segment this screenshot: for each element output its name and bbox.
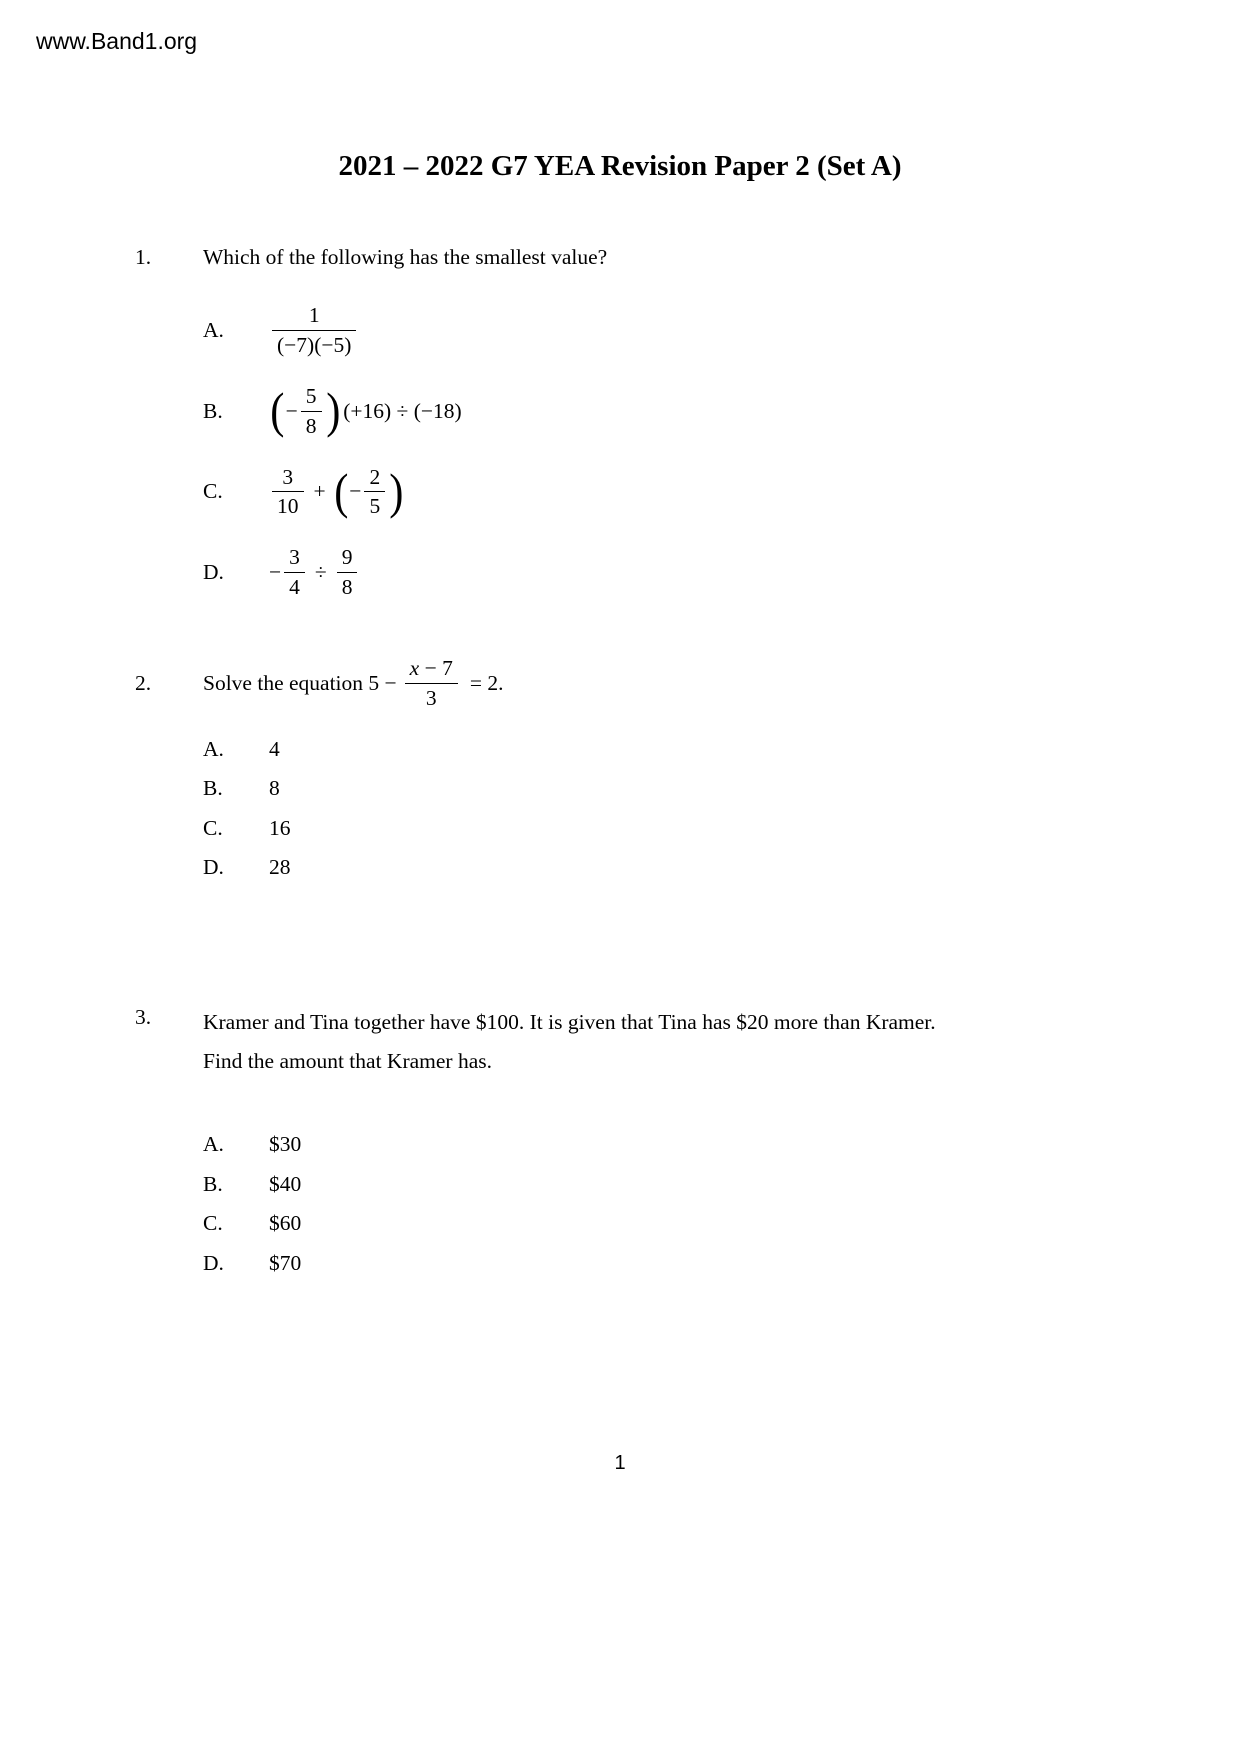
- question-text-line: Find the amount that Kramer has.: [203, 1049, 492, 1074]
- fraction-numerator: 1: [272, 302, 356, 331]
- q1-option-c: [203, 464, 1240, 521]
- fraction: [284, 544, 305, 601]
- option-label: A.: [203, 317, 224, 342]
- equation-tail: = 2.: [469, 670, 504, 695]
- option-label: C.: [203, 815, 223, 840]
- fraction: [337, 544, 358, 601]
- question-2-options: [0, 738, 1240, 879]
- option-label: A.: [203, 1132, 224, 1157]
- question-2: [0, 655, 1240, 896]
- page-title: 2021 – 2022 G7 YEA Revision Paper 2 (Set A): [338, 150, 902, 182]
- question-1-options: [0, 302, 1240, 601]
- option-label: D.: [203, 855, 224, 880]
- q2-option-c: [203, 817, 1240, 840]
- q2-option-d: [203, 856, 1240, 879]
- option-label: C.: [203, 1211, 223, 1236]
- fraction-numerator: [405, 655, 458, 684]
- option-value: $70: [269, 1250, 302, 1275]
- option-label: A.: [203, 736, 224, 761]
- fraction: [272, 302, 356, 359]
- q3-option-b: [203, 1173, 1240, 1196]
- math-expression: [269, 383, 462, 440]
- fraction-numerator: 2: [364, 464, 385, 493]
- option-label: D.: [203, 1250, 224, 1275]
- fraction: [364, 464, 385, 521]
- question-3-options: [0, 1133, 1240, 1274]
- question-3: [0, 1003, 1240, 1292]
- math-expression: [269, 544, 360, 601]
- minus-sign: −: [285, 398, 298, 423]
- fraction-numerator: 5: [301, 383, 322, 412]
- q3-option-d: [203, 1252, 1240, 1275]
- numerator-rest: − 7: [419, 656, 453, 680]
- option-label: B.: [203, 776, 223, 801]
- math-expression: [269, 302, 359, 359]
- fraction: [272, 464, 304, 521]
- question-3-head: [0, 1003, 1240, 1081]
- q2-option-b: [203, 777, 1240, 800]
- open-paren: (: [270, 382, 285, 439]
- plus-sign: +: [313, 479, 326, 504]
- option-value: $30: [269, 1132, 302, 1157]
- q3-option-c: [203, 1212, 1240, 1235]
- question-text: Solve the equation 5 −: [203, 670, 397, 695]
- fraction-denominator: 5: [369, 494, 381, 519]
- question-number: 2.: [135, 670, 152, 695]
- option-label: C.: [203, 479, 223, 504]
- option-value: 28: [269, 855, 291, 880]
- fraction-numerator: 9: [337, 544, 358, 573]
- option-value: 16: [269, 815, 291, 840]
- q1-option-b: [203, 383, 1240, 440]
- question-1-head: [0, 243, 1240, 272]
- question-text-line: Kramer and Tina together have $100. It is given that Tina has $20 more than Kramer.: [203, 1010, 936, 1034]
- fraction-denominator: 10: [277, 494, 299, 519]
- option-value: 4: [269, 736, 280, 761]
- question-text: [203, 1003, 936, 1081]
- open-paren: (: [333, 463, 349, 520]
- expression-tail: (+16) ÷ (−18): [343, 398, 462, 423]
- question-2-head: [0, 655, 1240, 712]
- fraction-denominator: 4: [289, 575, 300, 600]
- fraction-numerator: 3: [272, 464, 304, 493]
- question-1: [0, 243, 1240, 625]
- option-label: B.: [203, 398, 223, 423]
- fraction-numerator: 3: [284, 544, 305, 573]
- q1-option-d: [203, 544, 1240, 601]
- close-paren: ): [325, 382, 340, 439]
- option-value: 8: [269, 776, 280, 801]
- question-text: Which of the following has the smallest value?: [203, 245, 608, 269]
- page-number: 1: [614, 1452, 626, 1474]
- fraction: [301, 383, 322, 440]
- minus-sign: −: [269, 560, 282, 585]
- fraction-denominator: (−7)(−5): [277, 332, 352, 357]
- question-number: 1.: [135, 245, 152, 269]
- question-number: 3.: [135, 1005, 152, 1029]
- site-url: www.Band1.org: [36, 28, 198, 54]
- close-paren: ): [389, 463, 404, 520]
- fraction: [405, 655, 458, 712]
- minus-sign: −: [349, 479, 362, 504]
- math-expression: [269, 464, 405, 521]
- option-value: $60: [269, 1211, 302, 1236]
- option-value: $40: [269, 1171, 302, 1196]
- divide-sign: ÷: [314, 560, 327, 585]
- option-label: D.: [203, 560, 224, 585]
- q3-option-a: [203, 1133, 1240, 1156]
- fraction-denominator: 3: [425, 685, 437, 710]
- q2-option-a: [203, 738, 1240, 761]
- option-label: B.: [203, 1171, 223, 1196]
- fraction-denominator: 8: [341, 575, 353, 600]
- fraction-denominator: 8: [305, 413, 317, 438]
- q1-option-a: [203, 302, 1240, 359]
- variable-x: x: [409, 656, 420, 680]
